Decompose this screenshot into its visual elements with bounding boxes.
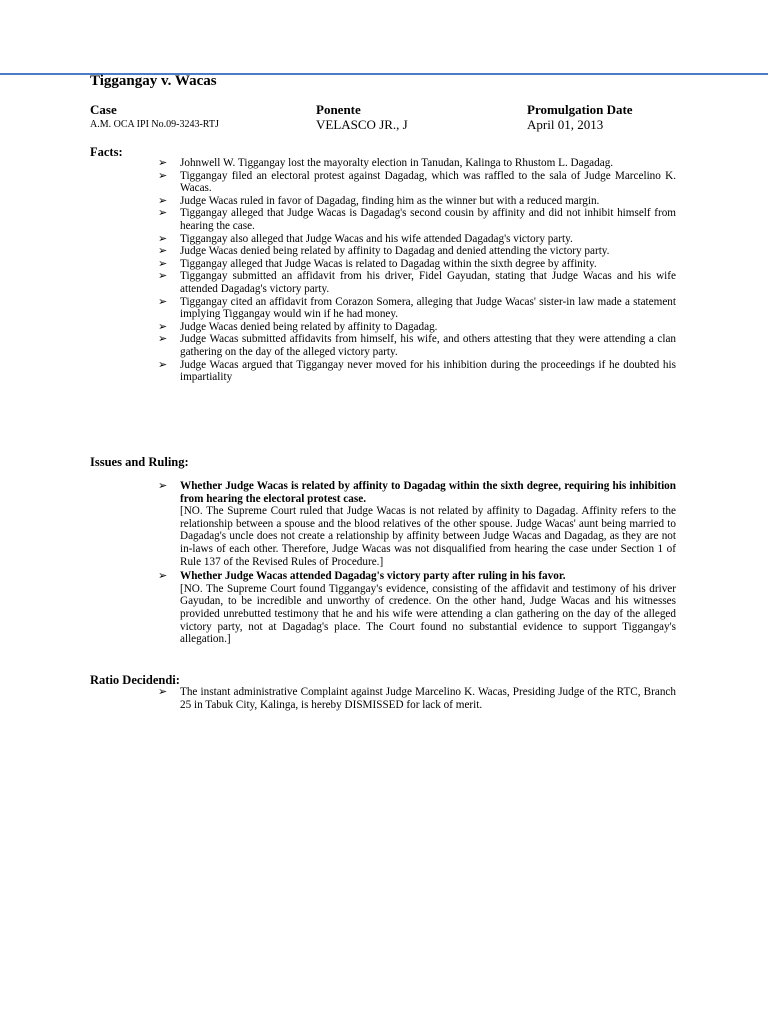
facts-heading: Facts: <box>90 145 123 159</box>
document-title: Tiggangay v. Wacas <box>90 73 217 89</box>
fact-text: Judge Wacas denied being related by affinity to Dagadag. <box>180 320 438 333</box>
fact-item <box>158 245 676 258</box>
fact-item <box>158 157 676 170</box>
arrowhead-bullet-icon: ➢ <box>158 256 168 270</box>
fact-text: Judge Wacas submitted affidavits from himself, his wife, and others attesting that they were attending a clan gathering on the day of the alleged victory party. <box>180 333 676 358</box>
fact-item <box>158 195 676 208</box>
issue-item <box>158 570 676 646</box>
arrowhead-bullet-icon: ➢ <box>158 156 168 169</box>
fact-item <box>158 170 676 195</box>
ratio-heading: Ratio Decidendi: <box>90 673 180 687</box>
fact-text: Tiggangay submitted an affidavit from his driver, Fidel Gayudan, stating that Judge Wacas and his wife attended Dagadag's victory party. <box>180 270 676 295</box>
fact-text: Judge Wacas argued that Tiggangay never moved for his inhibition during the proceedings if he doubted his impartiality <box>180 358 676 384</box>
fact-text: Tiggangay alleged that Judge Wacas is related to Dagadag within the sixth degree by affinity. <box>180 257 597 270</box>
fact-text: Tiggangay filed an electoral protest against Dagadag, which was raffled to the sala of Judge Marcelino K. Wacas. <box>180 169 676 195</box>
issues-heading: Issues and Ruling: <box>90 455 189 469</box>
fact-item <box>158 333 676 358</box>
ponente-value: VELASCO JR., J <box>316 117 408 132</box>
fact-item <box>158 270 676 295</box>
arrowhead-bullet-icon: ➢ <box>158 332 168 346</box>
fact-item <box>158 296 676 321</box>
fact-item <box>158 359 676 384</box>
arrowhead-bullet-icon: ➢ <box>158 193 168 207</box>
arrowhead-bullet-icon: ➢ <box>158 269 168 283</box>
issue-ruling: [NO. The Supreme Court ruled that Judge Wacas is not related by affinity to Dagadag. Affinity refers to the relationship between a spouse and the blood relatives of the other spouse. Judge Wacas' aunt being married to Dagadag's uncle does not create a relationship by affinity between Judge Wacas and Dagadag, as they are not in-laws of each other. Therefore, Judge Wacas was not disqualified from hearing the case under Section 1 of Rule 137 of the Revised Rules of Procedure.] <box>180 505 676 568</box>
arrowhead-bullet-icon: ➢ <box>158 685 168 698</box>
promulgation-date-value: April 01, 2013 <box>527 117 604 132</box>
fact-item <box>158 207 676 232</box>
arrowhead-bullet-icon: ➢ <box>158 569 168 583</box>
arrowhead-bullet-icon: ➢ <box>158 319 168 333</box>
ponente-label: Ponente <box>316 102 361 117</box>
case-column <box>90 102 219 132</box>
arrowhead-bullet-icon: ➢ <box>158 357 168 371</box>
issue-item <box>158 480 676 568</box>
issue-ruling: [NO. The Supreme Court found Tiggangay's evidence, consisting of the affidavit and testimony of his driver Gayudan, to be incredible and unworthy of credence. On the other hand, Judge Wacas and his witnesses provided unrebutted testimony that he and his wife were attending a clan gathering on the day of the alleged victory party, not at Dagadag's place. The Court found no substantial evidence to support Tiggangay's allegation.] <box>180 582 676 646</box>
case-number: A.M. OCA IPI No.09-3243-RTJ <box>90 119 219 130</box>
ratio-list <box>158 686 676 711</box>
issue-question: Whether Judge Wacas is related by affinity to Dagadag within the sixth degree, requiring his inhibition from hearing the electoral protest case. <box>180 480 676 505</box>
date-column <box>527 102 633 132</box>
facts-list <box>158 157 676 384</box>
fact-item <box>158 233 676 246</box>
fact-item <box>158 321 676 334</box>
issue-question: Whether Judge Wacas attended Dagadag's victory party after ruling in his favor. <box>180 570 566 583</box>
fact-item <box>158 258 676 271</box>
fact-text: Judge Wacas denied being related by affinity to Dagadag and denied attending the victory party. <box>180 245 610 258</box>
ponente-column <box>316 102 408 132</box>
arrowhead-bullet-icon: ➢ <box>158 244 168 258</box>
fact-text: Tiggangay also alleged that Judge Wacas and his wife attended Dagadag's victory party. <box>180 232 573 245</box>
fact-text: Johnwell W. Tiggangay lost the mayoralty election in Tanudan, Kalinga to Rhustom L. Dagadag. <box>180 157 614 169</box>
case-label: Case <box>90 102 117 117</box>
arrowhead-bullet-icon: ➢ <box>158 168 168 182</box>
issues-list <box>158 480 676 648</box>
fact-text: Tiggangay alleged that Judge Wacas is Dagadag's second cousin by affinity and did not inhibit himself from hearing the case. <box>180 207 676 232</box>
ratio-item <box>158 686 676 711</box>
fact-text: Judge Wacas ruled in favor of Dagadag, finding him as the winner but with a reduced margin. <box>180 194 600 207</box>
arrowhead-bullet-icon: ➢ <box>158 231 168 245</box>
promulgation-date-label: Promulgation Date <box>527 102 633 117</box>
arrowhead-bullet-icon: ➢ <box>158 479 168 492</box>
arrowhead-bullet-icon: ➢ <box>158 206 168 220</box>
ratio-text: The instant administrative Complaint against Judge Marcelino K. Wacas, Presiding Judge of the RTC, Branch 25 in Tabuk City, Kalinga, is hereby DISMISSED for lack of merit. <box>180 686 676 711</box>
arrowhead-bullet-icon: ➢ <box>158 294 168 308</box>
fact-text: Tiggangay cited an affidavit from Corazon Somera, alleging that Judge Wacas' sister-in law made a statement implying Tiggangay would win if he had money. <box>180 295 676 321</box>
